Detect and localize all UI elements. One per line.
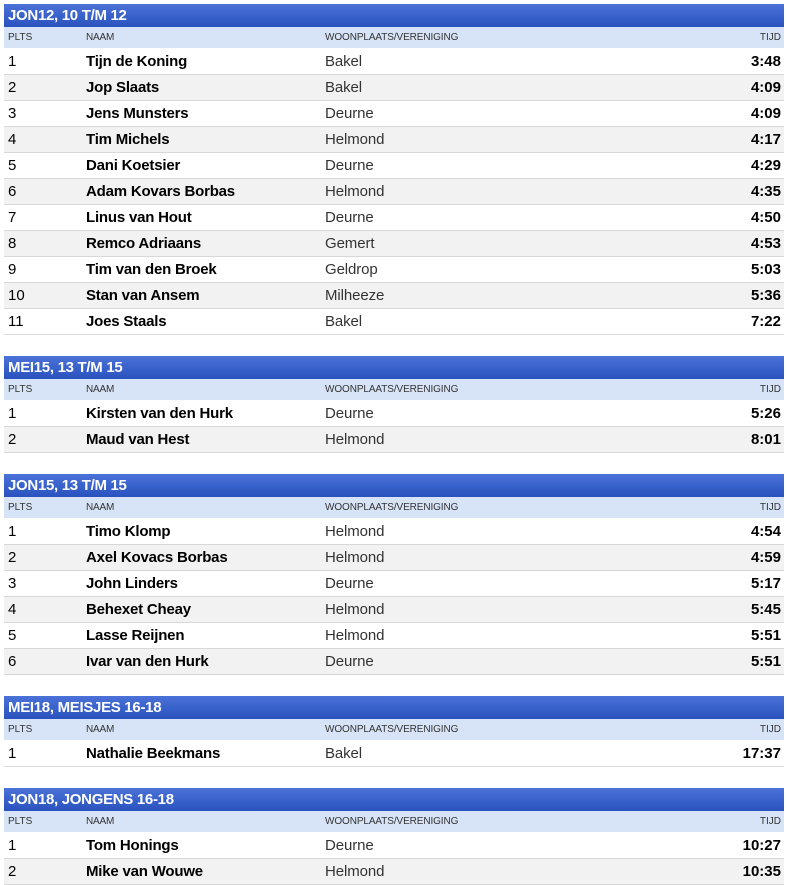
column-header-woonplaats: WOONPLAATS/VERENIGING xyxy=(325,724,459,735)
name-cell: Maud van Hest xyxy=(86,431,190,448)
time-cell: 4:59 xyxy=(750,549,781,566)
rank-cell: 5 xyxy=(8,157,17,174)
result-row xyxy=(4,101,784,127)
rank-cell: 5 xyxy=(8,627,17,644)
column-header-row xyxy=(4,497,784,519)
column-header-row xyxy=(4,719,784,741)
rank-cell: 2 xyxy=(8,863,17,880)
name-cell: Jop Slaats xyxy=(86,79,160,96)
column-header-naam: NAAM xyxy=(86,502,115,513)
rank-cell: 11 xyxy=(8,313,24,330)
club-cell: Deurne xyxy=(325,105,374,122)
results-list xyxy=(4,4,784,885)
column-header-woonplaats: WOONPLAATS/VERENIGING xyxy=(325,32,459,43)
rank-cell: 1 xyxy=(8,523,17,540)
category-title: MEI18, MEISJES 16-18 xyxy=(4,696,784,719)
result-row xyxy=(4,309,784,335)
time-cell: 5:17 xyxy=(750,575,781,592)
time-cell: 4:09 xyxy=(750,79,781,96)
column-header-plts: PLTS xyxy=(8,32,33,43)
category-section xyxy=(4,696,784,767)
result-row xyxy=(4,741,784,767)
column-header-tijd: TIJD xyxy=(759,724,781,735)
result-row xyxy=(4,75,784,101)
result-row xyxy=(4,649,784,675)
club-cell: Gemert xyxy=(325,235,375,252)
club-cell: Geldrop xyxy=(325,261,378,278)
name-cell: Tom Honings xyxy=(86,837,179,854)
column-header-row xyxy=(4,811,784,833)
column-header-plts: PLTS xyxy=(8,724,33,735)
result-row xyxy=(4,49,784,75)
column-header-row xyxy=(4,379,784,401)
column-header-tijd: TIJD xyxy=(759,384,781,395)
column-header-naam: NAAM xyxy=(86,724,115,735)
club-cell: Bakel xyxy=(325,745,363,762)
name-cell: Adam Kovars Borbas xyxy=(86,183,235,200)
rank-cell: 10 xyxy=(8,287,25,304)
club-cell: Helmond xyxy=(325,523,385,540)
time-cell: 8:01 xyxy=(750,431,781,448)
name-cell: Dani Koetsier xyxy=(86,157,181,174)
name-cell: Stan van Ansem xyxy=(86,287,200,304)
name-cell: Joes Staals xyxy=(86,313,167,330)
time-cell: 5:45 xyxy=(750,601,781,618)
column-header-plts: PLTS xyxy=(8,502,33,513)
name-cell: Nathalie Beekmans xyxy=(86,745,221,762)
result-row xyxy=(4,597,784,623)
club-cell: Milheeze xyxy=(325,287,385,304)
result-row xyxy=(4,231,784,257)
time-cell: 4:50 xyxy=(750,209,781,226)
time-cell: 4:54 xyxy=(750,523,781,540)
column-header-naam: NAAM xyxy=(86,816,115,827)
section-spacer xyxy=(4,335,784,356)
column-header-tijd: TIJD xyxy=(759,32,781,43)
rank-cell: 2 xyxy=(8,79,17,96)
time-cell: 5:03 xyxy=(750,261,781,278)
rank-cell: 9 xyxy=(8,261,17,278)
name-cell: Tim van den Broek xyxy=(86,261,217,278)
rank-cell: 6 xyxy=(8,653,17,670)
result-row xyxy=(4,401,784,427)
result-row xyxy=(4,571,784,597)
name-cell: John Linders xyxy=(86,575,178,592)
club-cell: Helmond xyxy=(325,431,385,448)
name-cell: Axel Kovacs Borbas xyxy=(86,549,228,566)
column-header-woonplaats: WOONPLAATS/VERENIGING xyxy=(325,384,459,395)
time-cell: 4:35 xyxy=(750,183,781,200)
time-cell: 5:51 xyxy=(750,627,781,644)
time-cell: 5:51 xyxy=(750,653,781,670)
club-cell: Helmond xyxy=(325,549,385,566)
rank-cell: 1 xyxy=(8,53,17,70)
category-title: JON12, 10 T/M 12 xyxy=(4,4,784,27)
time-cell: 4:09 xyxy=(750,105,781,122)
rank-cell: 2 xyxy=(8,549,17,566)
rank-cell: 4 xyxy=(8,601,17,618)
rank-cell: 3 xyxy=(8,105,17,122)
time-cell: 3:48 xyxy=(750,53,781,70)
name-cell: Lasse Reijnen xyxy=(86,627,185,644)
club-cell: Deurne xyxy=(325,653,374,670)
section-spacer xyxy=(4,453,784,474)
time-cell: 5:36 xyxy=(750,287,781,304)
result-row xyxy=(4,623,784,649)
rank-cell: 2 xyxy=(8,431,17,448)
name-cell: Linus van Hout xyxy=(86,209,192,226)
result-row xyxy=(4,153,784,179)
result-row xyxy=(4,859,784,885)
name-cell: Kirsten van den Hurk xyxy=(86,405,233,422)
club-cell: Helmond xyxy=(325,863,385,880)
club-cell: Deurne xyxy=(325,837,374,854)
name-cell: Tijn de Koning xyxy=(86,53,188,70)
result-row xyxy=(4,179,784,205)
name-cell: Tim Michels xyxy=(86,131,170,148)
rank-cell: 1 xyxy=(8,837,17,854)
club-cell: Helmond xyxy=(325,601,385,618)
rank-cell: 4 xyxy=(8,131,17,148)
club-cell: Helmond xyxy=(325,131,385,148)
category-section xyxy=(4,4,784,335)
rank-cell: 7 xyxy=(8,209,17,226)
result-row xyxy=(4,205,784,231)
result-row xyxy=(4,127,784,153)
name-cell: Behexet Cheay xyxy=(86,601,191,618)
category-title: JON15, 13 T/M 15 xyxy=(4,474,784,497)
column-header-plts: PLTS xyxy=(8,384,33,395)
result-row xyxy=(4,257,784,283)
rank-cell: 3 xyxy=(8,575,17,592)
rank-cell: 1 xyxy=(8,745,17,762)
category-title: MEI15, 13 T/M 15 xyxy=(4,356,784,379)
club-cell: Deurne xyxy=(325,209,374,226)
time-cell: 5:26 xyxy=(750,405,781,422)
rank-cell: 6 xyxy=(8,183,17,200)
club-cell: Helmond xyxy=(325,183,385,200)
column-header-naam: NAAM xyxy=(86,384,115,395)
column-header-woonplaats: WOONPLAATS/VERENIGING xyxy=(325,502,459,513)
column-header-tijd: TIJD xyxy=(759,816,781,827)
rank-cell: 1 xyxy=(8,405,17,422)
category-section xyxy=(4,356,784,453)
time-cell: 10:27 xyxy=(742,837,781,854)
column-header-plts: PLTS xyxy=(8,816,33,827)
section-spacer xyxy=(4,767,784,788)
club-cell: Deurne xyxy=(325,575,374,592)
result-row xyxy=(4,283,784,309)
column-header-tijd: TIJD xyxy=(759,502,781,513)
category-title: JON18, JONGENS 16-18 xyxy=(4,788,784,811)
result-row xyxy=(4,427,784,453)
result-row xyxy=(4,833,784,859)
time-cell: 17:37 xyxy=(742,745,781,762)
column-header-woonplaats: WOONPLAATS/VERENIGING xyxy=(325,816,459,827)
category-section xyxy=(4,788,784,885)
rank-cell: 8 xyxy=(8,235,17,252)
time-cell: 4:53 xyxy=(750,235,781,252)
result-row xyxy=(4,545,784,571)
time-cell: 10:35 xyxy=(742,863,781,880)
category-section xyxy=(4,474,784,675)
column-header-naam: NAAM xyxy=(86,32,115,43)
name-cell: Mike van Wouwe xyxy=(86,863,203,880)
club-cell: Bakel xyxy=(325,313,363,330)
name-cell: Jens Munsters xyxy=(86,105,189,122)
name-cell: Remco Adriaans xyxy=(86,235,202,252)
club-cell: Bakel xyxy=(325,53,363,70)
time-cell: 7:22 xyxy=(750,313,781,330)
club-cell: Helmond xyxy=(325,627,385,644)
name-cell: Timo Klomp xyxy=(86,523,171,540)
club-cell: Bakel xyxy=(325,79,363,96)
time-cell: 4:17 xyxy=(750,131,781,148)
section-spacer xyxy=(4,675,784,696)
club-cell: Deurne xyxy=(325,157,374,174)
column-header-row xyxy=(4,27,784,49)
name-cell: Ivar van den Hurk xyxy=(86,653,209,670)
time-cell: 4:29 xyxy=(750,157,781,174)
club-cell: Deurne xyxy=(325,405,374,422)
result-row xyxy=(4,519,784,545)
